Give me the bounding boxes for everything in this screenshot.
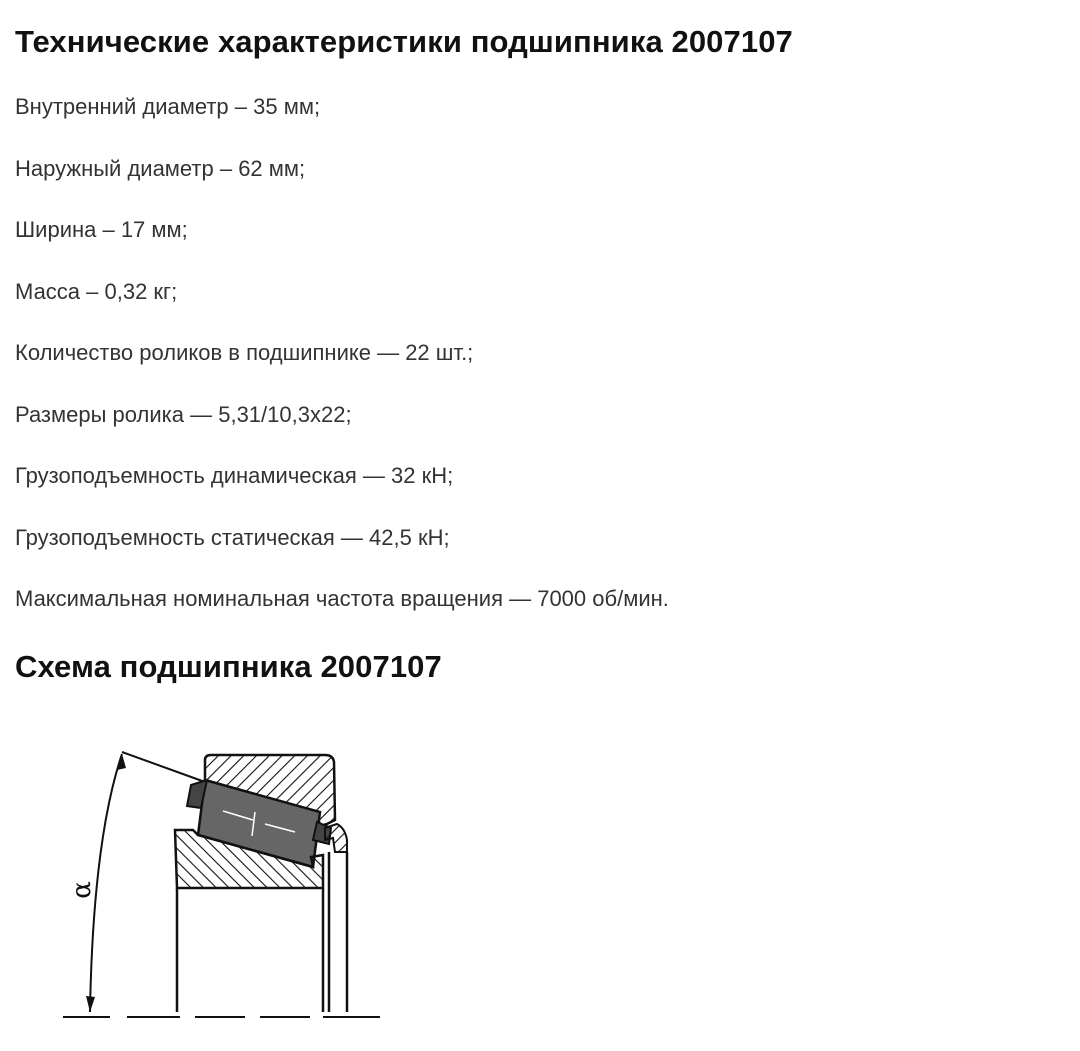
spec-roller-size: Размеры ролика — 5,31/10,3х22; [15, 401, 352, 427]
specs-list [15, 92, 669, 646]
spec-width: Ширина – 17 мм; [15, 217, 188, 242]
spec-static-load: Грузоподъемность статическая — 42,5 кН; [15, 524, 450, 550]
bearing-diagram [55, 740, 395, 1030]
spec-outer-diameter: Наружный диаметр – 62 мм; [15, 155, 306, 181]
angle-label: α [67, 881, 97, 899]
specs-heading: Технические характеристики подшипника 2007107 [15, 24, 793, 59]
spec-mass: Масса – 0,32 кг; [15, 278, 178, 304]
spec-inner-diameter: Внутренний диаметр – 35 мм; [15, 94, 321, 119]
spec-dynamic-load: Грузоподъемность динамическая — 32 кН; [15, 463, 454, 488]
inner-rib [325, 824, 347, 852]
spec-max-speed: Максимальная номинальная частота вращения — 7000 об/мин. [15, 586, 669, 611]
schema-heading: Схема подшипника 2007107 [15, 649, 442, 684]
spec-roller-count: Количество роликов в подшипнике — 22 шт.; [15, 340, 474, 365]
